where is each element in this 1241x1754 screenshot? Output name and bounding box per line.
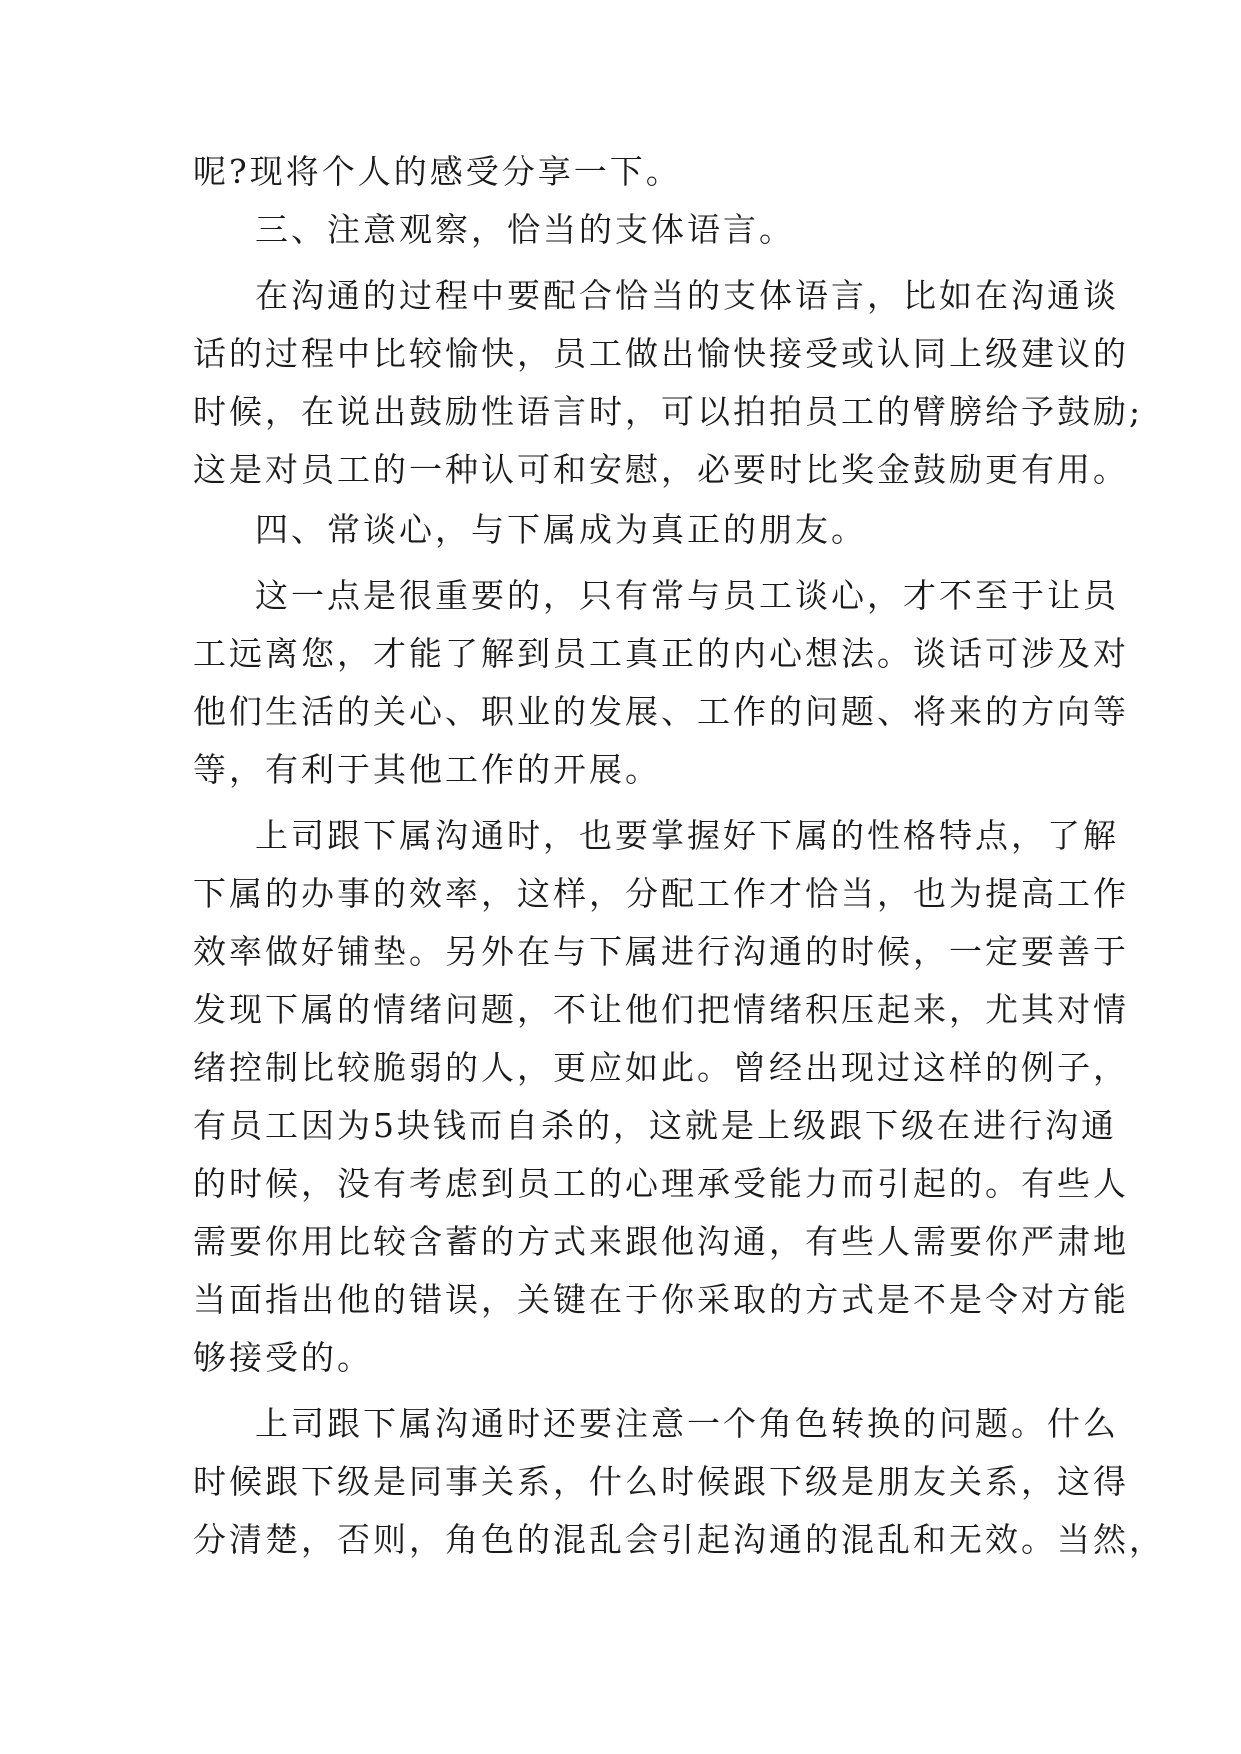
section-heading: 四、常谈心，与下属成为真正的朋友。: [255, 510, 867, 549]
text-line: 当面指出他的错误，关键在于你采取的方式是不是令对方能: [193, 1280, 1129, 1319]
text-line: 发现下属的情绪问题，不让他们把情绪积压起来，尤其对情: [193, 990, 1129, 1029]
text-line: 时候，在说出鼓励性语言时，可以拍拍员工的臂膀给予鼓励;: [193, 392, 1144, 431]
text-line: 够接受的。: [193, 1338, 373, 1377]
text-line: 等，有利于其他工作的开展。: [193, 750, 661, 789]
text-line: 这一点是很重要的，只有常与员工谈心，才不至于让员: [255, 576, 1119, 615]
text-line: 工远离您，才能了解到员工真正的内心想法。谈话可涉及对: [193, 634, 1129, 673]
section-heading: 三、注意观察，恰当的支体语言。: [255, 210, 795, 249]
text-line: 绪控制比较脆弱的人，更应如此。曾经出现过这样的例子，: [193, 1048, 1129, 1087]
text-line: 分清楚，否则，角色的混乱会引起沟通的混乱和无效。当然，: [193, 1520, 1165, 1559]
text-line: 需要你用比较含蓄的方式来跟他沟通，有些人需要你严肃地: [193, 1222, 1129, 1261]
text-line: 话的过程中比较愉快，员工做出愉快接受或认同上级建议的: [193, 334, 1129, 373]
text-line: 呢?现将个人的感受分享一下。: [193, 152, 682, 191]
text-line: 这是对员工的一种认可和安慰，必要时比奖金鼓励更有用。: [193, 450, 1129, 489]
text-line: 在沟通的过程中要配合恰当的支体语言，比如在沟通谈: [255, 276, 1119, 315]
text-line: 效率做好铺垫。另外在与下属进行沟通的时候，一定要善于: [193, 932, 1129, 971]
text-line: 时候跟下级是同事关系，什么时候跟下级是朋友关系，这得: [193, 1462, 1129, 1501]
text-line: 上司跟下属沟通时还要注意一个角色转换的问题。什么: [255, 1404, 1119, 1443]
text-line: 的时候，没有考虑到员工的心理承受能力而引起的。有些人: [193, 1164, 1129, 1203]
text-line: 有员工因为5块钱而自杀的，这就是上级跟下级在进行沟通: [193, 1106, 1117, 1145]
text-line: 他们生活的关心、职业的发展、工作的问题、将来的方向等: [193, 692, 1129, 731]
text-line: 上司跟下属沟通时，也要掌握好下属的性格特点，了解: [255, 816, 1119, 855]
text-line: 下属的办事的效率，这样，分配工作才恰当，也为提高工作: [193, 874, 1129, 913]
